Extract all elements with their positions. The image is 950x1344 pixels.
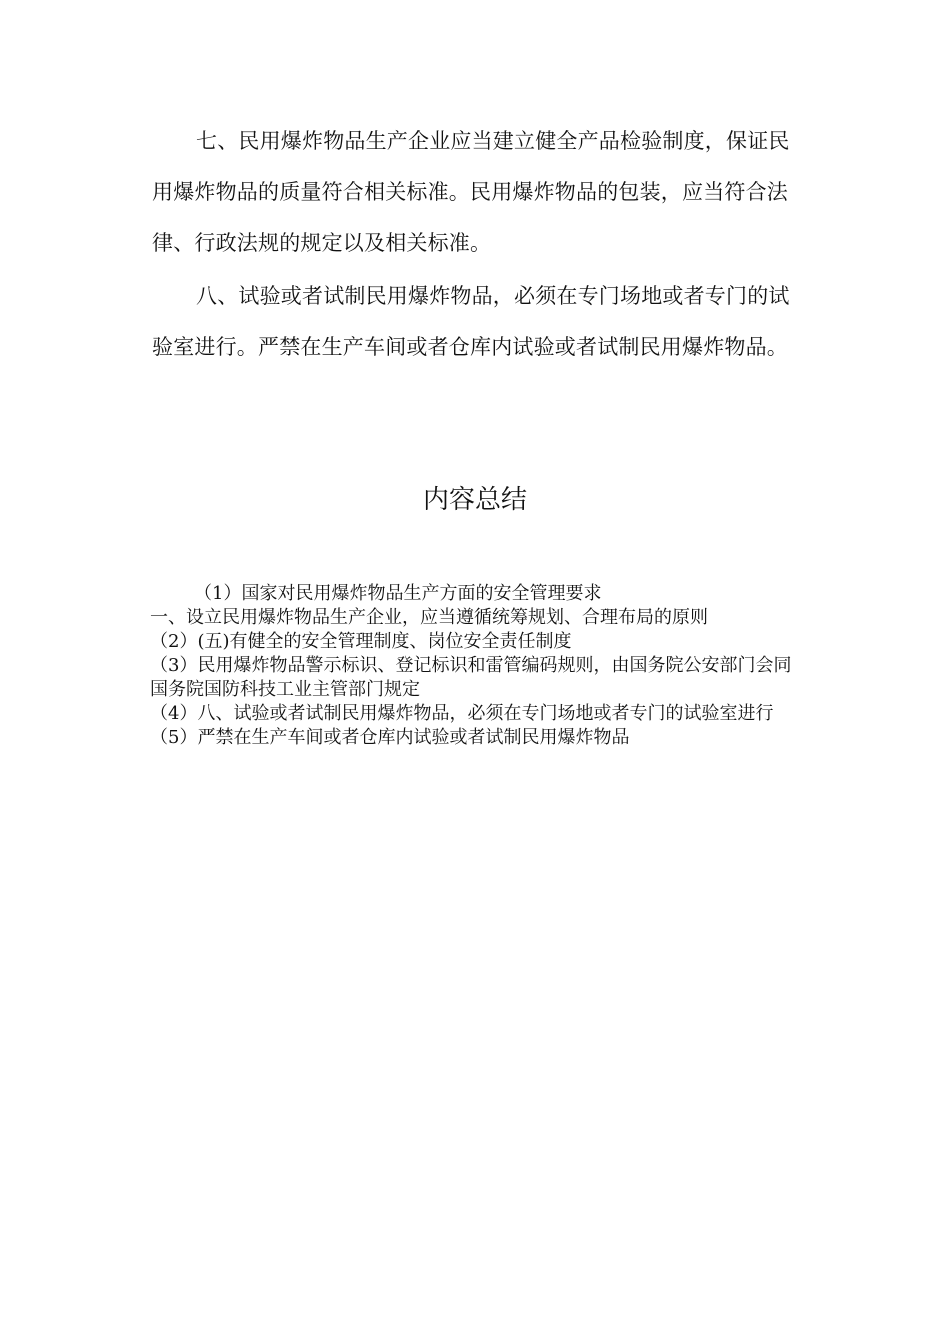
summary-line: （2）(五)有健全的安全管理制度、岗位安全责任制度: [150, 631, 572, 652]
summary-list: [150, 582, 800, 750]
paragraph-seven: 七、民用爆炸物品生产企业应当建立健全产品检验制度，保证民用爆炸物品的质量符合相关标准。民用爆炸物品的包装，应当符合法律、行政法规的规定以及相关标准。: [152, 129, 790, 255]
paragraph-eight: 八、试验或者试制民用爆炸物品，必须在专门场地或者专门的试验室进行。严禁在生产车间或者仓库内试验或者试制民用爆炸物品。: [152, 284, 790, 359]
body-text: [152, 116, 800, 375]
summary-line: （5）严禁在生产车间或者仓库内试验或者试制民用爆炸物品: [150, 727, 630, 748]
summary-line: （1）国家对民用爆炸物品生产方面的安全管理要求: [194, 583, 602, 604]
summary-line: （4）八、试验或者试制民用爆炸物品，必须在专门场地或者专门的试验室进行: [150, 703, 774, 724]
summary-line: 一、设立民用爆炸物品生产企业，应当遵循统筹规划、合理布局的原则: [150, 607, 708, 628]
summary-line: （3）民用爆炸物品警示标识、登记标识和雷管编码规则，由国务院公安部门会同国务院国防科技工业主管部门规定: [150, 655, 792, 700]
summary-title: 内容总结: [422, 485, 527, 515]
